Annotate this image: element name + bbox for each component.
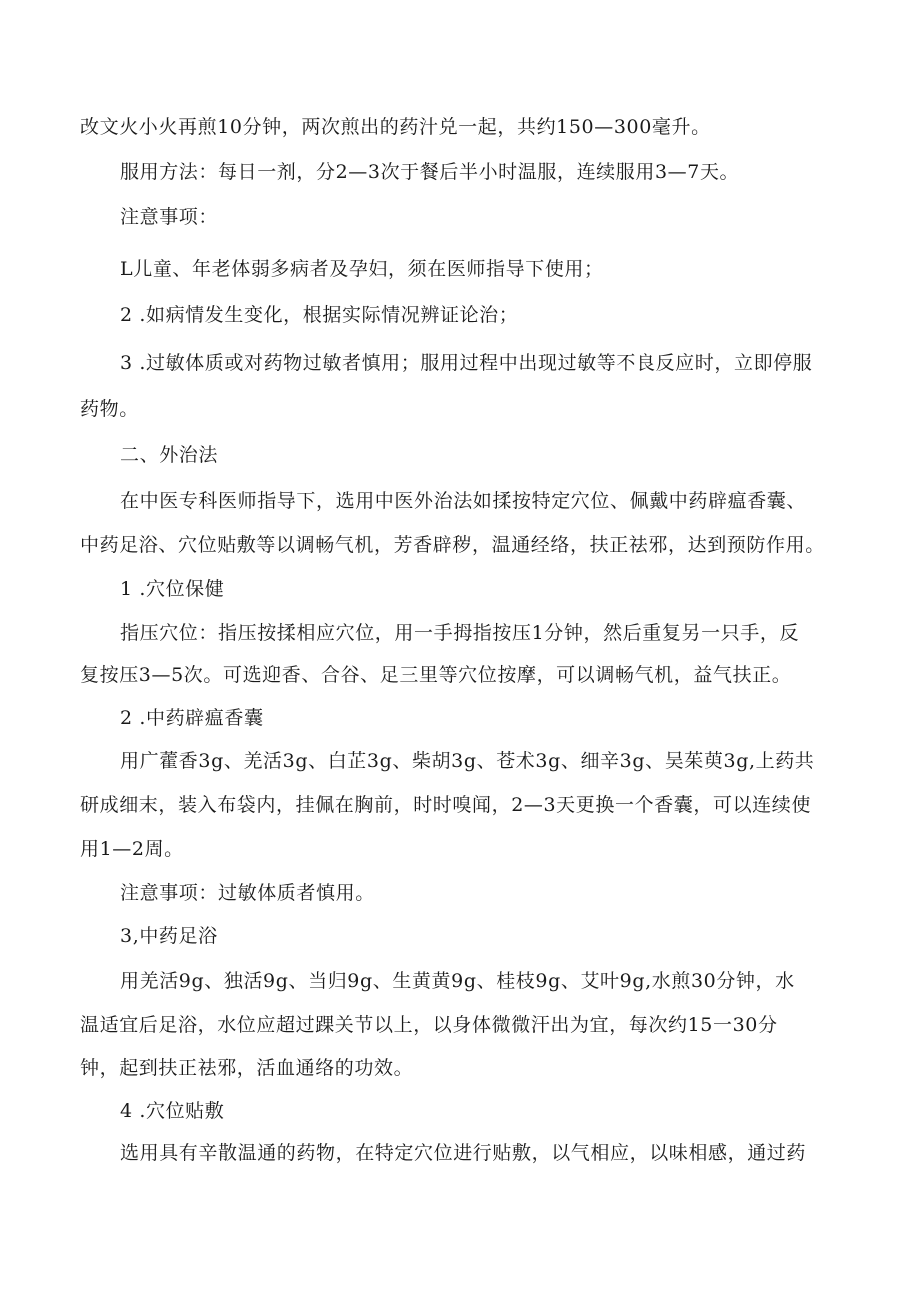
paragraph-line: 用广藿香3g、羌活3g、白芷3g、柴胡3g、苍术3g、细辛3g、吴茱萸3g,上药共 bbox=[120, 750, 815, 772]
subsection-heading: 1 .穴位保健 bbox=[120, 578, 225, 600]
list-item: 2 .如病情发生变化，根据实际情况辨证论治； bbox=[120, 304, 519, 326]
paragraph-line: 中药足浴、穴位贴敷等以调畅气机，芳香辟秽，温通经络，扶正祛邪，达到预防作用。 bbox=[80, 534, 825, 556]
paragraph-line: 注意事项：过敏体质者慎用。 bbox=[120, 882, 375, 904]
subsection-heading: 4 .穴位贴敷 bbox=[120, 1100, 225, 1122]
section-label: 注意事项： bbox=[120, 206, 219, 228]
paragraph-line: 指压穴位：指压按揉相应穴位，用一手拇指按压1分钟，然后重复另一只手，反 bbox=[120, 622, 800, 644]
section-heading: 二、外治法 bbox=[120, 444, 219, 466]
paragraph-line: 温适宜后足浴，水位应超过踝关节以上，以身体微微汗出为宜，每次约15一30分 bbox=[80, 1014, 778, 1036]
paragraph-line: 在中医专科医师指导下，选用中医外治法如揉按特定穴位、佩戴中药辟瘟香囊、 bbox=[120, 490, 807, 512]
subsection-heading: 3,中药足浴 bbox=[120, 925, 218, 947]
paragraph-line: 复按压3—5次。可选迎香、合谷、足三里等穴位按摩，可以调畅气机，益气扶正。 bbox=[80, 664, 792, 686]
paragraph-line: 钟，起到扶正祛邪，活血通络的功效。 bbox=[80, 1057, 414, 1079]
subsection-heading: 2 .中药辟瘟香囊 bbox=[120, 707, 264, 729]
paragraph-line: 选用具有辛散温通的药物，在特定穴位进行贴敷，以气相应，以味相感，通过药 bbox=[120, 1142, 807, 1164]
list-item: 3 .过敏体质或对药物过敏者慎用；服用过程中出现过敏等不良反应时，立即停服 bbox=[120, 352, 813, 374]
list-item: L儿童、年老体弱多病者及孕妇，须在医师指导下使用； bbox=[120, 258, 604, 280]
paragraph-line: 研成细末，装入布袋内，挂佩在胸前，时时嗅闻，2—3天更换一个香囊，可以连续使 bbox=[80, 794, 811, 816]
paragraph-line: 用1—2周。 bbox=[80, 838, 184, 860]
paragraph-line: 服用方法：每日一剂，分2—3次于餐后半小时温服，连续服用3—7天。 bbox=[120, 161, 740, 183]
paragraph-line: 改文火小火再煎10分钟，两次煎出的药汁兑一起，共约150—300毫升。 bbox=[80, 116, 711, 138]
paragraph-line: 药物。 bbox=[80, 398, 139, 420]
paragraph-line: 用羌活9g、独活9g、当归9g、生黄黄9g、桂枝9g、艾叶9g,水煎30分钟，水 bbox=[120, 970, 795, 992]
